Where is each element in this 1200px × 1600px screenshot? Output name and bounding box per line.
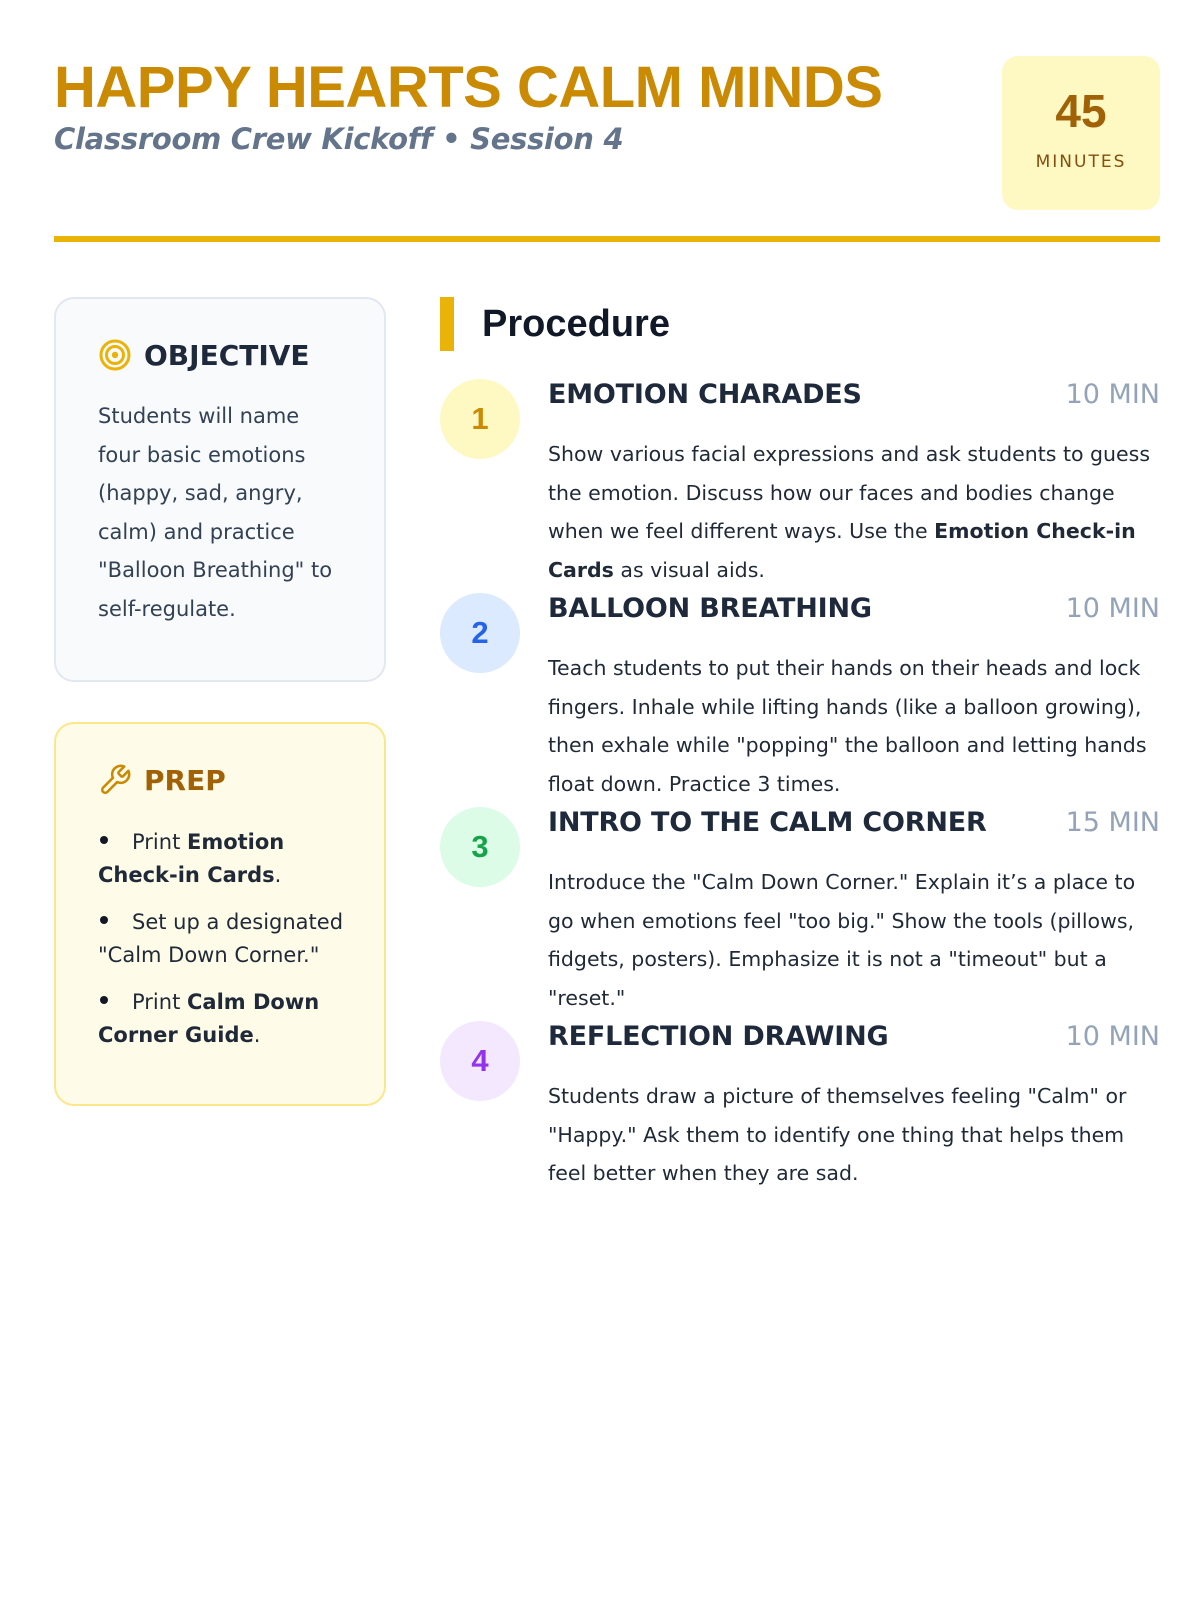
step-number: 2 [440, 593, 520, 673]
step-description: Teach students to put their hands on their heads and lock fingers. Inhale while lifting hands (like a balloon growing), then exhale while "popping" the balloon and letting hands float down. Practice 3 times. [548, 656, 1147, 796]
step-description: Students draw a picture of themselves feeling "Calm" or "Happy." Ask them to identify one thing that helps them feel better when they are sad. [548, 1084, 1127, 1185]
objective-heading: OBJECTIVE [144, 338, 310, 372]
step-duration: 10 MIN [1065, 379, 1160, 410]
header-divider [54, 236, 1160, 242]
wrench-icon [98, 763, 132, 797]
lesson-header [54, 56, 1160, 206]
step-title: INTRO TO THE CALM CORNER [548, 807, 987, 838]
prep-item: Print Calm Down Corner Guide. [98, 986, 344, 1052]
step-number: 4 [440, 1021, 520, 1101]
step-duration: 10 MIN [1065, 1021, 1160, 1052]
target-icon [98, 338, 132, 372]
duration-badge [1002, 56, 1160, 210]
objective-text: Students will name four basic emotions (happy, sad, angry, calm) and practice "Balloon Breathing" to self-regulate. [98, 404, 333, 621]
step-duration: 10 MIN [1065, 593, 1160, 624]
prep-heading: PREP [144, 763, 226, 797]
page-title: HAPPY HEARTS CALM MINDS [54, 55, 883, 120]
step-title: REFLECTION DRAWING [548, 1021, 889, 1052]
objective-header [98, 335, 344, 375]
prep-list [98, 826, 344, 1052]
step-number: 1 [440, 379, 520, 459]
step-description: Show various facial expressions and ask students to guess the emotion. Discuss how our faces and bodies change when we feel different ways. Use the Emotion Check-in Cards as visual aids. [548, 442, 1151, 582]
step-description: Introduce the "Calm Down Corner." Explain it’s a place to go when emotions feel "too big." Show the tools (pillows, fidgets, posters). Emphasize it is not a "timeout" but a "reset." [548, 870, 1136, 1010]
duration-value: 45 [1055, 85, 1107, 137]
objective-card [54, 297, 386, 682]
step-title: EMOTION CHARADES [548, 379, 862, 410]
step-duration: 15 MIN [1065, 807, 1160, 838]
step-number: 3 [440, 807, 520, 887]
step-title: BALLOON BREATHING [548, 593, 872, 624]
procedure-accent-bar [440, 297, 454, 351]
page-subtitle: Classroom Crew Kickoff • Session 4 [54, 122, 624, 156]
prep-card [54, 722, 386, 1106]
procedure-header [440, 297, 670, 351]
duration-unit: MINUTES [1035, 152, 1127, 172]
prep-header [98, 760, 344, 800]
prep-item: Set up a designated "Calm Down Corner." [98, 906, 344, 972]
prep-item: Print Emotion Check-in Cards. [98, 826, 344, 892]
procedure-heading: Procedure [482, 302, 670, 345]
